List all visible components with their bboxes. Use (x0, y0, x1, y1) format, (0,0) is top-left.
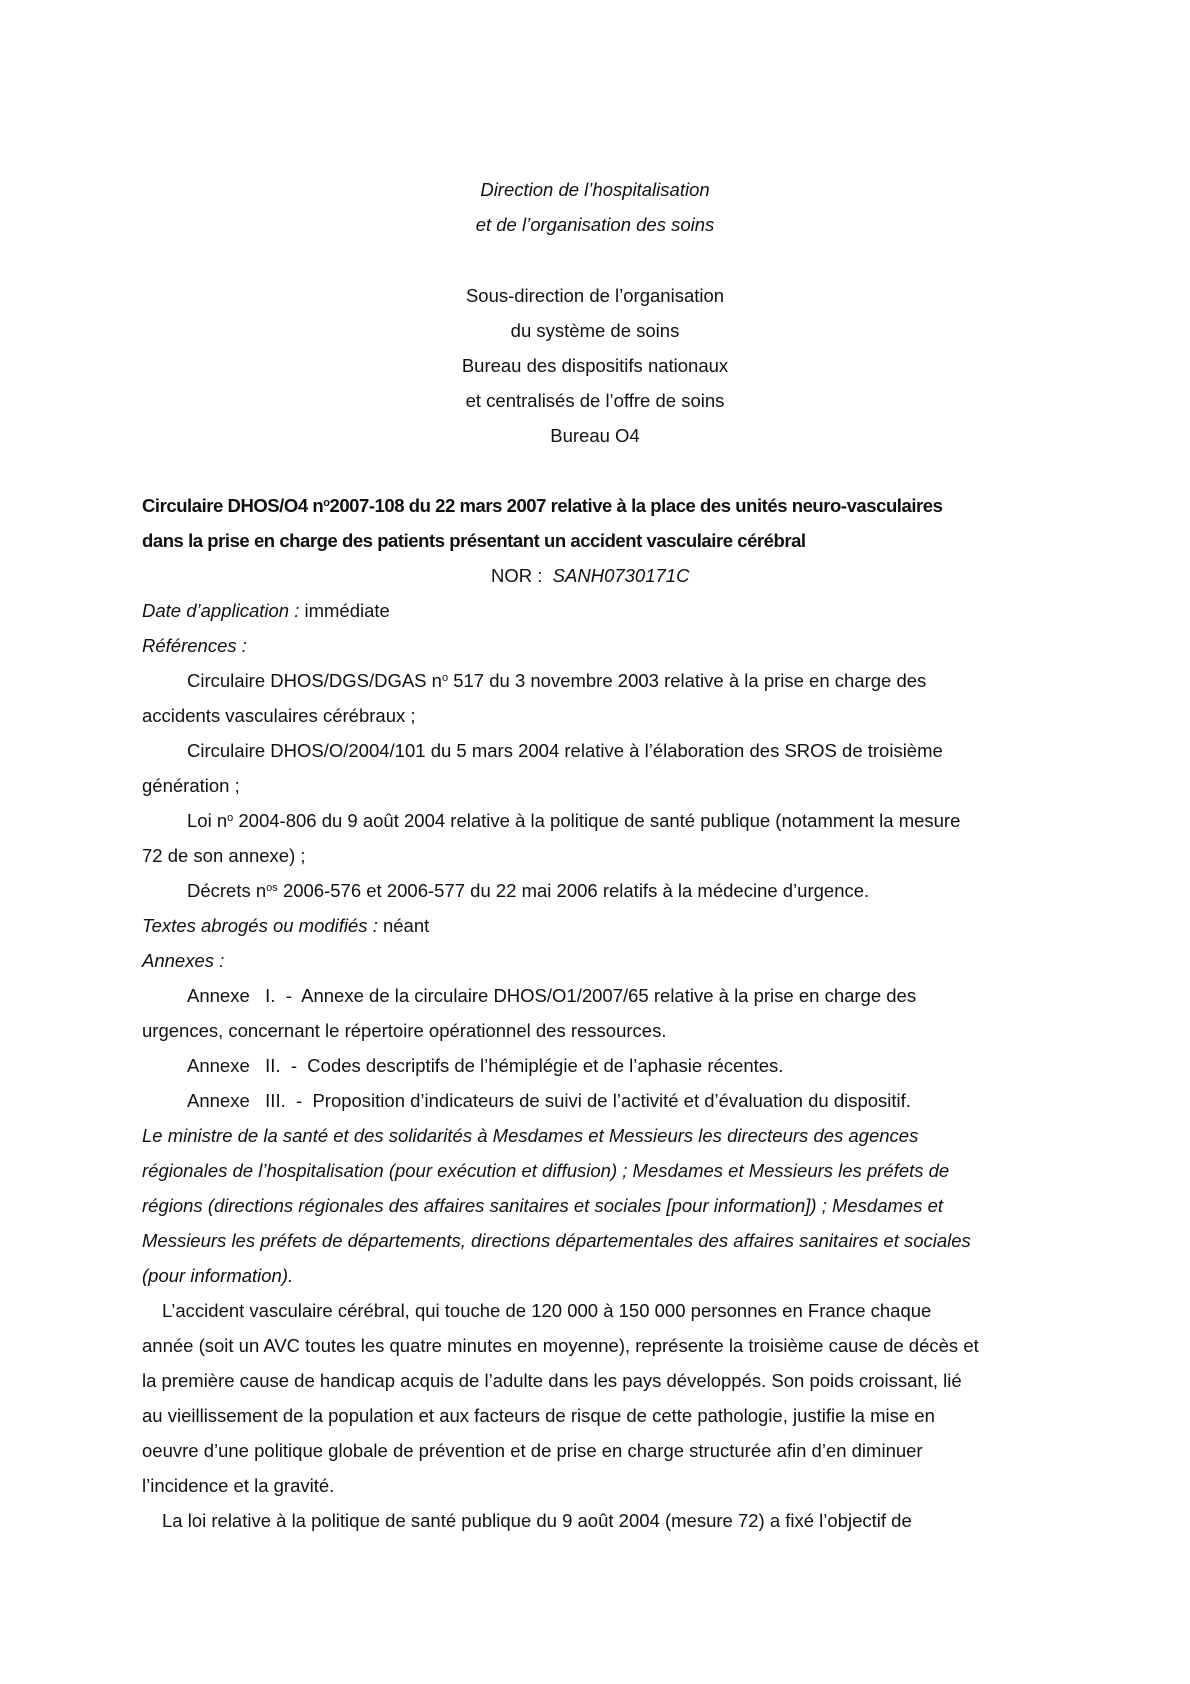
body-paragraph-1-line-3: la première cause de handicap acquis de l’adulte dans les pays développés. Son poids croissant, lié (142, 1370, 962, 1391)
reference-3-line-2: 72 de son annexe) ; (142, 845, 306, 866)
circular-title-line-2: dans la prise en charge des patients présentant un accident vasculaire cérébral (142, 530, 806, 551)
reference-1-line-2: accidents vasculaires cérébraux ; (142, 705, 416, 726)
bureau-line-1: Bureau des dispositifs nationaux (461, 355, 729, 376)
reference-2-line-2: génération ; (142, 775, 240, 796)
circular-title-line-1: Circulaire DHOS/O4 $n^o2007-108$ du 22 mars 2007 relative à la place des unités neuro-vasculaires (142, 495, 943, 516)
addressees-line-4: Messieurs les préfets de départements, directions départementales des affaires sanitaires et sociales (142, 1230, 971, 1251)
reference-4: Décrets $n^{os}$ 2006-576 et 2006-577 du 22 mai 2006 relatifs à la médecine d’urgence. (187, 880, 870, 901)
direction-line-2: et de l’organisation des soins (475, 214, 715, 235)
addressees-line-1: Le ministre de la santé et des solidarités à Mesdames et Messieurs les directeurs des agences (142, 1125, 919, 1146)
reference-3-line-1: Loi $n^o$ 2004-806 du 9 août 2004 relative à la politique de santé publique (notamment la mesure (187, 810, 961, 831)
sub-direction-line-2: du système de soins (510, 320, 680, 341)
references-label: Références : (142, 635, 247, 656)
reference-1-line-1: Circulaire DHOS/DGS/DGAS $n^o$ 517 du 3 novembre 2003 relative à la prise en charge des (187, 670, 927, 691)
body-paragraph-1-line-4: au vieillissement de la population et aux facteurs de risque de cette pathologie, justifie la mise en (142, 1405, 935, 1426)
annexes-label: Annexes : (142, 950, 225, 971)
addressees-line-5: (pour information). (142, 1265, 294, 1286)
bureau-line-3: Bureau O4 (550, 425, 640, 446)
body-paragraph-1-line-6: l’incidence et la gravité. (142, 1475, 335, 1496)
bureau-line-2: et centralisés de l’offre de soins (465, 390, 725, 411)
body-paragraph-1-line-5: oeuvre d’une politique globale de prévention et de prise en charge structurée afin d’en diminuer (142, 1440, 923, 1461)
addressees-line-3: régions (directions régionales des affaires sanitaires et sociales [pour information]) ; Mesdames et (142, 1195, 944, 1216)
addressees-line-2: régionales de l’hospitalisation (pour exécution et diffusion) ; Mesdames et Messieurs les préfets de (142, 1160, 950, 1181)
direction-line-1: Direction de l’hospitalisation (480, 179, 710, 200)
annex-3: Annexe III. - Proposition d’indicateurs de suivi de l’activité et d’évaluation du dispositif. (187, 1090, 911, 1111)
body-paragraph-1-line-1: L’accident vasculaire cérébral, qui touche de 120 000 à 150 000 personnes en France chaque (162, 1300, 932, 1321)
annex-2: Annexe II. - Codes descriptifs de l’hémiplégie et de l’aphasie récentes. (187, 1055, 784, 1076)
annex-1-line-1: Annexe I. - Annexe de la circulaire DHOS/O1/2007/65 relative à la prise en charge des (187, 985, 917, 1006)
body-paragraph-2-line-1: La loi relative à la politique de santé publique du 9 août 2004 (mesure 72) a fixé l’objectif de (162, 1510, 912, 1531)
sub-direction-line-1: Sous-direction de l’organisation (465, 285, 725, 306)
body-paragraph-1-line-2: année (soit un AVC toutes les quatre minutes en moyenne), représente la troisième cause de décès et (142, 1335, 979, 1356)
reference-2-line-1: Circulaire DHOS/O/2004/101 du 5 mars 2004 relative à l’élaboration des SROS de troisième (187, 740, 943, 761)
nor-reference: NOR : SANH0730171C (491, 565, 690, 586)
application-date: Date d’application : immédiate (142, 600, 390, 621)
repealed-texts: Textes abrogés ou modifiés : néant (142, 915, 430, 936)
annex-1-line-2: urgences, concernant le répertoire opérationnel des ressources. (142, 1020, 667, 1041)
